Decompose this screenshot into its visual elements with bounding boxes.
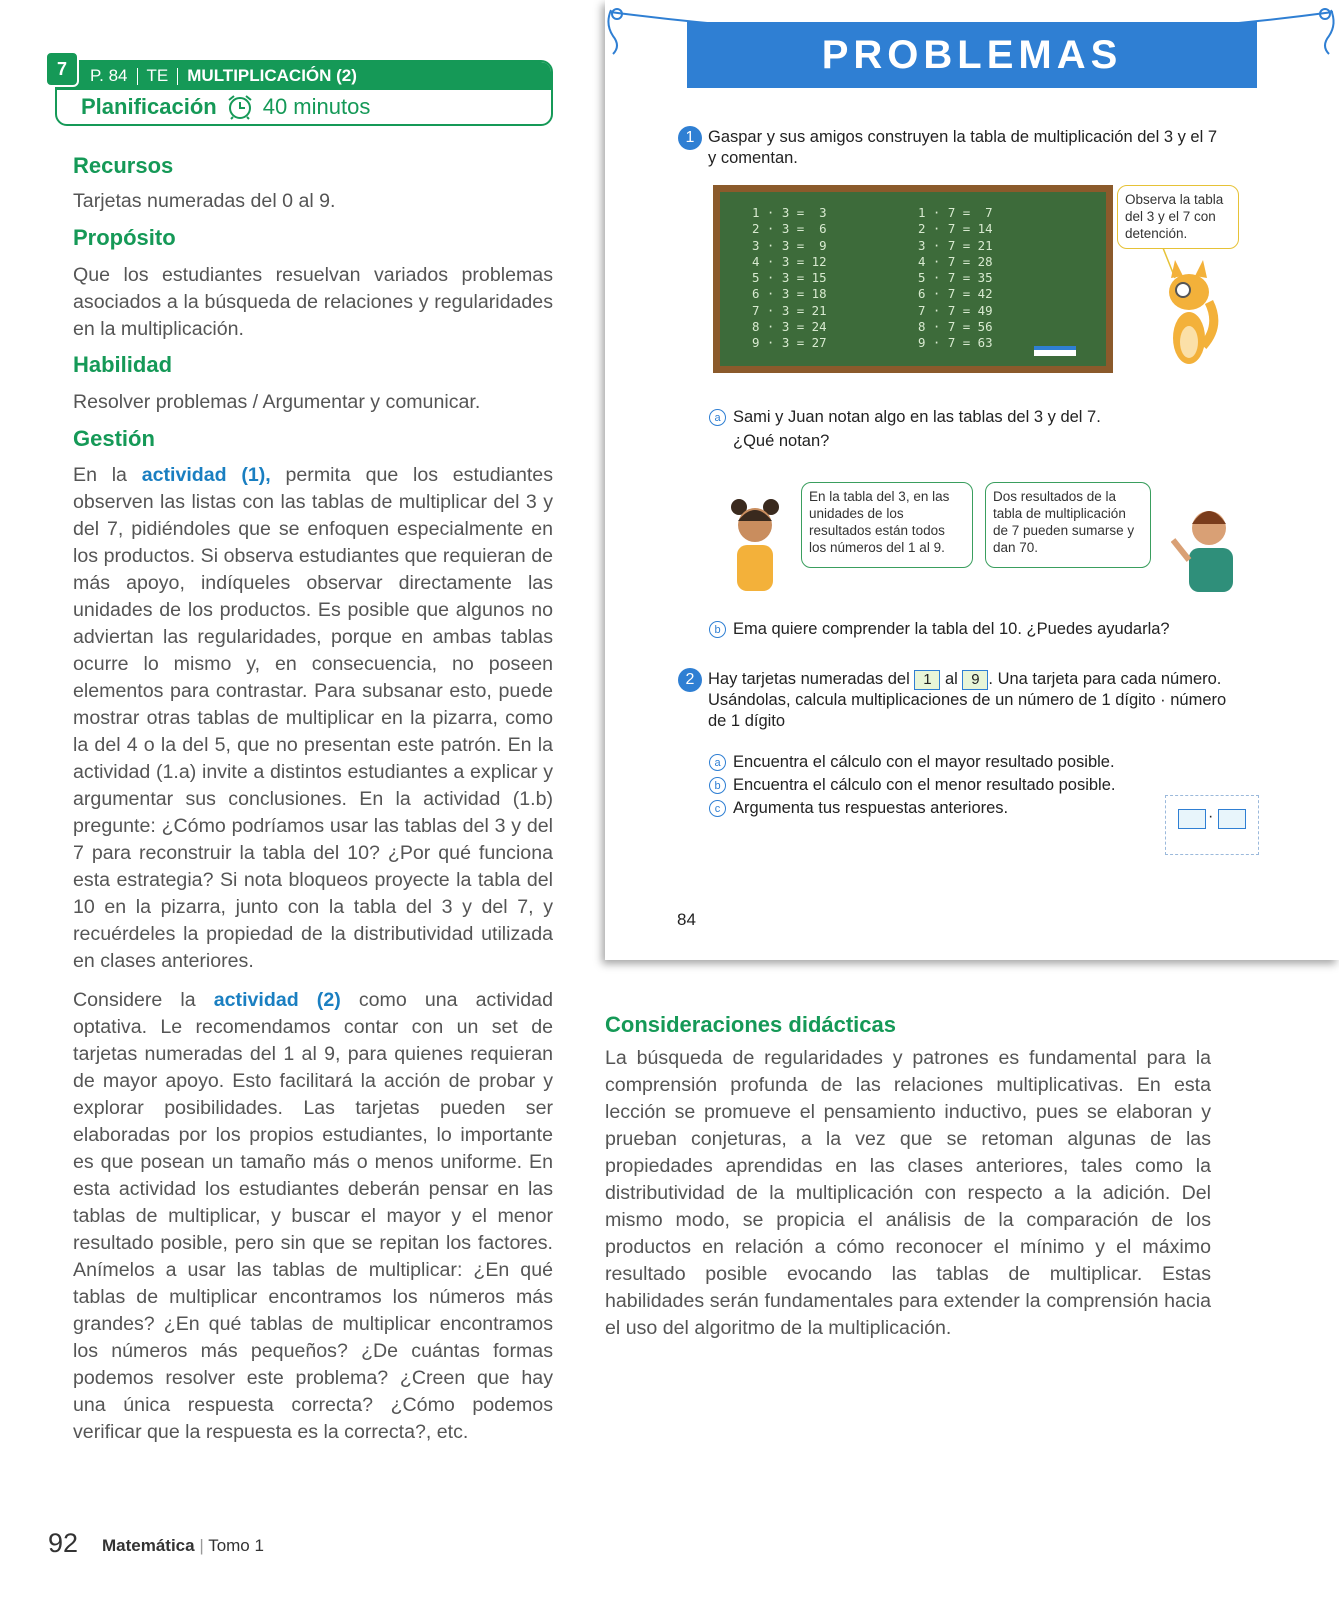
proposito-text: Que los estudiantes resuelvan variados problemas asociados a la búsqueda de relaciones y regularidades en la multiplicación.: [73, 264, 553, 340]
card-from: 1: [914, 670, 940, 690]
table-3-row: 4 · 3 = 12: [752, 253, 827, 269]
multiply-dot: ·: [1208, 808, 1214, 825]
table-3-row: 7 · 3 = 21: [752, 302, 827, 318]
table-7-row: 4 · 7 = 28: [918, 253, 993, 269]
student-page-number: 84: [677, 910, 696, 929]
question-2b-marker: b: [709, 777, 726, 794]
question-2c-text: Argumenta tus respuestas anteriores.: [733, 799, 1009, 817]
question-b-marker: b: [709, 621, 726, 638]
table-3-row: 8 · 3 = 24: [752, 319, 827, 335]
activity-2-link: actividad (2): [213, 989, 341, 1011]
table-7-row: 2 · 7 = 14: [918, 221, 993, 237]
table-3-row: 3 · 3 = 9: [752, 237, 827, 253]
table-3-row: 6 · 3 = 18: [752, 286, 827, 302]
page-ref: P. 84: [90, 66, 128, 85]
girl-illustration: [725, 495, 785, 591]
planning-duration: 40 minutos: [262, 94, 371, 119]
fox-speech-bubble: Observa la tabla del 3 y el 7 con detención.: [1117, 185, 1239, 249]
question-b-text: Ema quiere comprender la tabla del 10. ¿Puedes ayudarla?: [733, 620, 1170, 638]
activity-1-link: actividad (1),: [141, 464, 271, 486]
planning-row: [81, 94, 370, 120]
lesson-number-badge: 7: [45, 51, 79, 87]
proposito-title: Propósito: [73, 225, 176, 250]
table-7-row: 3 · 7 = 21: [918, 237, 993, 253]
problem-2-number: 2: [678, 668, 702, 692]
habilidad-text: Resolver problemas / Argumentar y comunicar.: [73, 391, 481, 413]
considerations-title: Consideraciones didácticas: [605, 1012, 896, 1037]
footer-book: Matemática | Tomo 1: [102, 1536, 264, 1555]
table-3-row: 2 · 3 = 6: [752, 221, 827, 237]
table-7-row: 1 · 7 = 7: [918, 205, 993, 220]
question-a-line-1: Sami y Juan notan algo en las tablas del 3 y del 7.: [733, 408, 1101, 426]
te-label: TE: [146, 66, 169, 85]
page-number: 92: [48, 1528, 79, 1558]
fox-mascot-illustration: [1153, 248, 1223, 370]
girl-speech-bubble: En la tabla del 3, en las unidades de los resultados están todos los números del 1 al 9.: [801, 482, 973, 568]
answer-card-1: [1178, 809, 1206, 829]
problem-1-number: 1: [678, 126, 702, 150]
recursos-title: Recursos: [73, 153, 174, 178]
table-7-row: 5 · 7 = 35: [918, 270, 993, 286]
chalkboard: [713, 185, 1113, 373]
answer-cards-box: [1165, 795, 1259, 855]
table-3-row: 9 · 3 = 27: [752, 335, 827, 351]
student-page-thumbnail: [605, 0, 1339, 960]
table-7-row: 7 · 7 = 49: [918, 302, 993, 318]
question-a-marker: a: [709, 409, 726, 426]
table-of-7: [918, 205, 993, 352]
table-7-row: 8 · 7 = 56: [918, 319, 993, 335]
question-2a-marker: a: [709, 754, 726, 771]
lesson-header-band: [57, 62, 551, 90]
card-to: 9: [962, 670, 988, 690]
gestion-paragraph-2: Considere la actividad (2) como una actividad optativa. Le recomendamos contar con un set de tarjetas numeradas del 1 al 9, para quienes requieran de mayor apoyo. Esto facilitará la acción de probar y explorar posibilidades. Las tarjetas pueden ser elaboradas por los propios estudiantes, lo importante es que posean un tamaño más o menos uniforme. En esta actividad los estudiantes deberán pensar en las tablas de multiplicar, y buscar el mayor y el menor resultado posible, pero sin que se repitan los factores. Anímelos a usar las tablas de multiplicar: ¿En qué tablas de multiplicar encontramos los números más grandes? ¿En qué tablas de multiplicar encontramos los números más pequeños? ¿De cuántas formas podemos resolver este problema? ¿Creen que hay una única respuesta correcta? ¿Cómo podemos verificar que la respuesta es la correcta?, etc.: [73, 989, 553, 1443]
gestion-paragraph-1: En la actividad (1), permita que los estudiantes observen las listas con las tablas de multiplicar del 3 y del 7, pidiéndoles que se enfoquen especialmente en los productos. Si observa estudiantes que requieran de más apoyo, indíqueles observar directamente las unidades de los productos. Es posible que algunos no adviertan las regularidades, porque en ambas tablas ocurre lo mismo y, en consecuencia, no poseen elementos para contrastar. Para subsanar esto, puede mostrar otras tablas de multiplicar en la pizarra, como la del 4 o la del 5, que no presentan este patrón. En la actividad (1.a) invite a distintos estudiantes a explicar y argumentar sus conclusiones. En la actividad (1.b) pregunte: ¿Cómo podríamos usar las tablas del 3 y del 7 para reconstruir la tabla del 10? ¿Por qué funciona esta estrategia? Si nota bloqueos proyecte la tabla del 10 en la pizarra, junto con la tabla del 3 y del 7, y recuérdeles la propiedad de la distributividad utilizada en clases anteriores.: [73, 464, 553, 972]
eraser-icon: [1034, 346, 1076, 356]
lesson-title: MULTIPLICACIÓN (2): [187, 66, 357, 85]
lesson-header: [55, 60, 553, 126]
gestion-title: Gestión: [73, 426, 155, 451]
answer-card-2: [1218, 809, 1246, 829]
problems-banner: PROBLEMAS: [687, 22, 1257, 88]
boy-illustration: [1171, 500, 1237, 592]
table-3-row: 1 · 3 = 3: [752, 205, 827, 220]
question-2c-marker: c: [709, 800, 726, 817]
recursos-text: Tarjetas numeradas del 0 al 9.: [73, 190, 336, 212]
table-7-row: 9 · 7 = 63: [918, 335, 993, 351]
problem-2-text: Hay tarjetas numeradas del 1 al 9 . Una tarjeta para cada número. Usándolas, calcula multiplicaciones de un número de 1 dígito · número de 1 dígito: [708, 670, 1227, 730]
habilidad-title: Habilidad: [73, 352, 173, 377]
table-3-row: 5 · 3 = 15: [752, 270, 827, 286]
problem-1-text: Gaspar y sus amigos construyen la tabla de multiplicación del 3 y el 7 y comentan.: [708, 128, 1218, 167]
table-of-3: [752, 205, 827, 352]
considerations-text: La búsqueda de regularidades y patrones es fundamental para la comprensión profunda de las relaciones multiplicativas. En esta lección se promueve el pensamiento inductivo, pues se elaboran y prueban conjeturas, a la vez que se retoman algunas de las propiedades aprendidas en las clases anteriores, tales como la distributividad de la multiplicación con respecto a la adición. Del mismo modo, se propicia el análisis de la comparación de los productos en relación a cómo reconocer el mínimo y el máximo resultado posible evocando las tablas de multiplicar. Estas habilidades serán fundamentales para extender la comprensión hacia el uso del algoritmo de la multiplicación.: [605, 1047, 1211, 1339]
question-2b-text: Encuentra el cálculo con el menor resultado posible.: [733, 776, 1116, 794]
planning-label: Planificación: [81, 94, 217, 119]
alarm-clock-icon: [225, 94, 255, 120]
boy-speech-bubble: Dos resultados de la tabla de multiplicación de 7 pueden sumarse y dan 70.: [985, 482, 1151, 568]
table-7-row: 6 · 7 = 42: [918, 286, 993, 302]
question-a-line-2: ¿Qué notan?: [733, 432, 830, 450]
question-2a-text: Encuentra el cálculo con el mayor resultado posible.: [733, 753, 1115, 771]
